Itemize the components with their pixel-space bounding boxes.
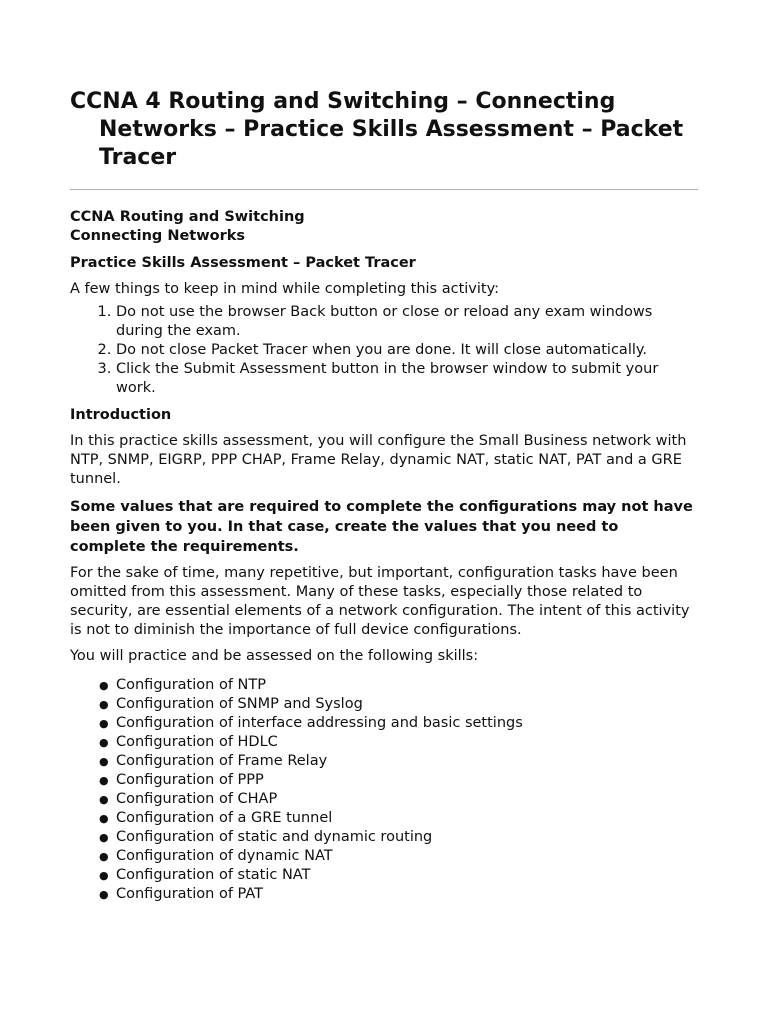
bullet-icon: ● <box>99 717 109 730</box>
course-line-2: Connecting Networks <box>70 228 246 244</box>
skill-item <box>99 809 698 828</box>
skill-item <box>99 866 698 885</box>
bullet-icon: ● <box>99 793 109 806</box>
bullet-icon: ● <box>99 888 109 901</box>
course-line-1: CCNA Routing and Switching <box>70 209 305 225</box>
bullet-icon: ● <box>99 831 109 844</box>
skill-label: Configuration of a GRE tunnel <box>116 810 333 826</box>
skill-label: Configuration of NTP <box>116 677 266 693</box>
skill-label: Configuration of HDLC <box>116 734 278 750</box>
skill-label: Configuration of CHAP <box>116 791 278 807</box>
skill-item <box>99 771 698 790</box>
skill-item <box>99 714 698 733</box>
instructions-intro: A few things to keep in mind while completing this activity: <box>70 281 499 297</box>
instruction-item: 1. Do not use the browser Back button or close or reload any exam windows during the exam. <box>116 303 698 341</box>
skill-label: Configuration of static and dynamic routing <box>116 829 433 845</box>
introduction-heading: Introduction <box>70 407 172 423</box>
document-page <box>70 88 698 904</box>
instruction-item: 2. Do not close Packet Tracer when you are done. It will close automatically. <box>116 341 698 360</box>
skill-item <box>99 752 698 771</box>
skill-item <box>99 676 698 695</box>
skill-label: Configuration of dynamic NAT <box>116 848 333 864</box>
title-divider <box>70 189 698 190</box>
skill-item <box>99 885 698 904</box>
notice-paragraph: Some values that are required to complete the configurations may not have been given to you. In that case, create the values that you need to complete the requirements. <box>70 499 693 555</box>
assessment-heading: Practice Skills Assessment – Packet Tracer <box>70 255 416 271</box>
bullet-icon: ● <box>99 774 109 787</box>
skill-label: Configuration of PPP <box>116 772 264 788</box>
skill-label: Configuration of SNMP and Syslog <box>116 696 363 712</box>
time-paragraph: For the sake of time, many repetitive, but important, configuration tasks have been omitted from this assessment. Many of these tasks, especially those related to security, are essential elements of a network configuration. The intent of this activity is not to diminish the importance of full device configurations. <box>70 565 690 638</box>
skills-list <box>70 676 698 904</box>
bullet-icon: ● <box>99 698 109 711</box>
skill-item <box>99 695 698 714</box>
skill-label: Configuration of static NAT <box>116 867 311 883</box>
instructions-list <box>70 303 698 398</box>
skill-item <box>99 733 698 752</box>
skills-intro: You will practice and be assessed on the following skills: <box>70 648 479 664</box>
skill-label: Configuration of PAT <box>116 886 263 902</box>
bullet-icon: ● <box>99 755 109 768</box>
skill-item <box>99 847 698 866</box>
bullet-icon: ● <box>99 812 109 825</box>
skill-item <box>99 790 698 809</box>
instruction-item: 3. Click the Submit Assessment button in the browser window to submit your work. <box>116 360 698 398</box>
bullet-icon: ● <box>99 679 109 692</box>
course-heading <box>70 208 698 246</box>
bullet-icon: ● <box>99 736 109 749</box>
bullet-icon: ● <box>99 869 109 882</box>
skill-item <box>99 828 698 847</box>
skill-label: Configuration of interface addressing and basic settings <box>116 715 523 731</box>
bullet-icon: ● <box>99 850 109 863</box>
document-title: CCNA 4 Routing and Switching – Connecting Networks – Practice Skills Assessment – Packet Tracer <box>70 89 684 170</box>
skill-label: Configuration of Frame Relay <box>116 753 328 769</box>
introduction-paragraph: In this practice skills assessment, you will configure the Small Business network with NTP, SNMP, EIGRP, PPP CHAP, Frame Relay, dynamic NAT, static NAT, PAT and a GRE tunnel. <box>70 433 687 487</box>
